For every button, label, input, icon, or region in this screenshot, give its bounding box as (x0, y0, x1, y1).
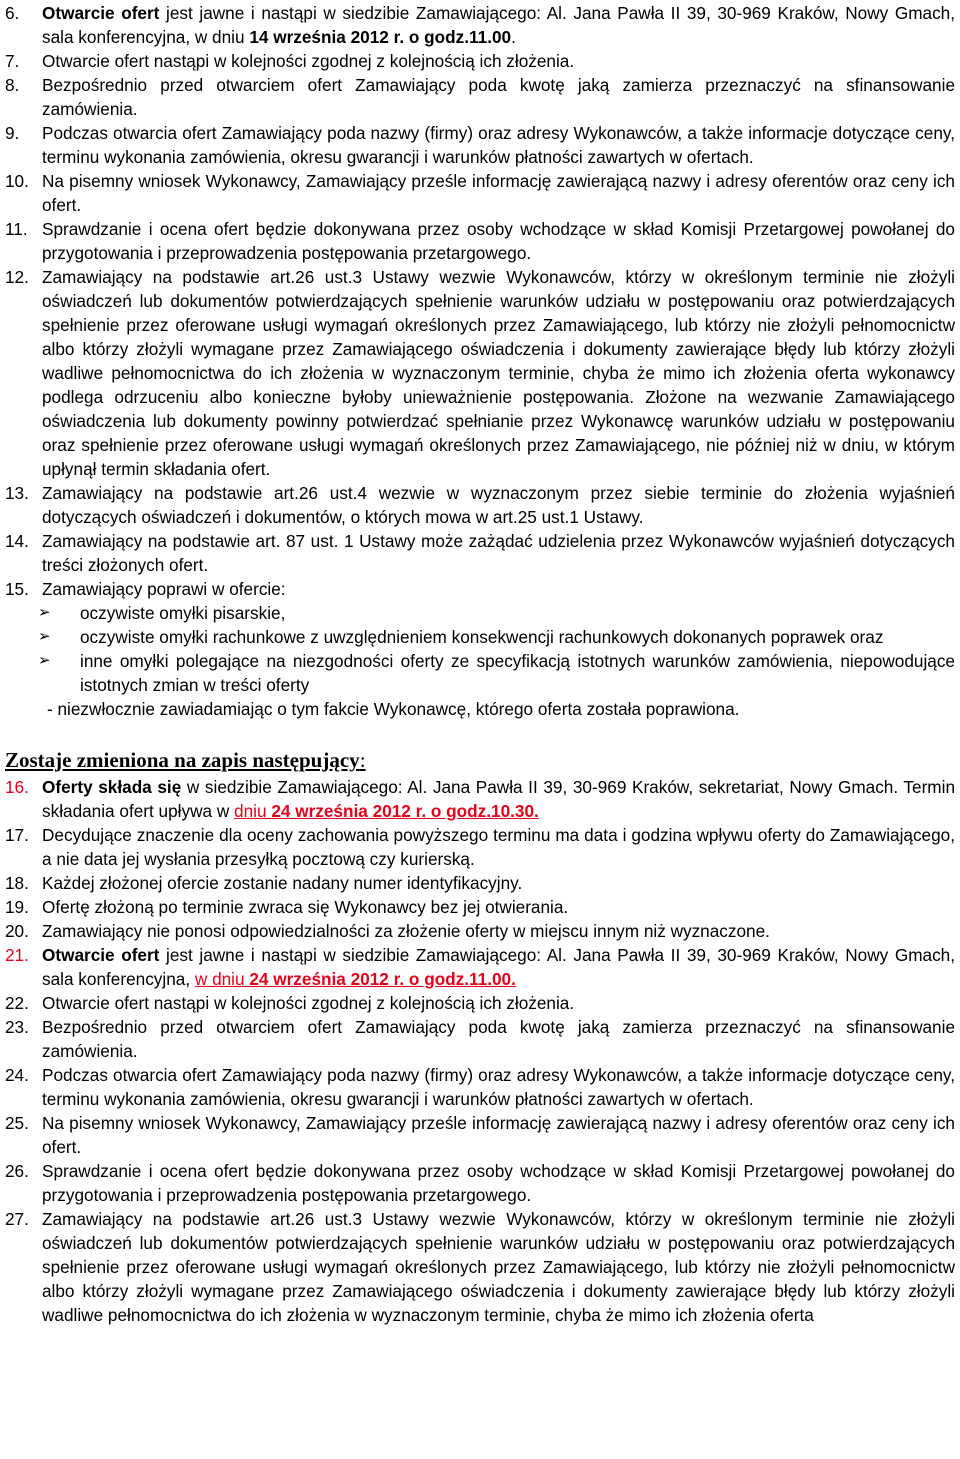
item-text (42, 775, 955, 823)
list-item-13 (0, 481, 960, 529)
arrow-bullet-icon: ➢ (38, 628, 51, 645)
list-item-19 (0, 895, 960, 919)
item-text: Zamawiający poprawi w ofercie: (42, 579, 286, 599)
item-number: 21. (5, 945, 29, 965)
bullet-item (0, 649, 960, 697)
item-number: 19. (5, 897, 29, 917)
list-item-23 (0, 1015, 960, 1063)
bullet-text: oczywiste omyłki pisarskie, (80, 603, 286, 623)
item-number: 26. (5, 1161, 29, 1181)
after-bullets-note: - niezwłocznie zawiadamiając o tym fakcie Wykonawcę, którego oferta została poprawiona. (47, 699, 740, 719)
item-text: Decydujące znaczenie dla oceny zachowania powyższego terminu ma data i godzina wpływu oferty do Zamawiającego, a nie data jej wysłania przesyłką pocztową czy kurierską. (42, 825, 955, 869)
list-item-12 (0, 265, 960, 481)
item-number: 27. (5, 1209, 29, 1229)
item-number: 7. (5, 51, 20, 71)
item-number: 8. (5, 75, 20, 95)
bullet-item (0, 601, 960, 625)
item-number: 25. (5, 1113, 29, 1133)
item-number: 18. (5, 873, 29, 893)
list-item-26 (0, 1159, 960, 1207)
list-item-20 (0, 919, 960, 943)
item-number: 22. (5, 993, 29, 1013)
list-item-24 (0, 1063, 960, 1111)
section-original-terms (0, 0, 960, 721)
heading-text: Zostaje zmieniona na zapis następujący (5, 748, 360, 772)
item-text: Bezpośrednio przed otwarciem ofert Zamawiający poda kwotę jaką zamierza przeznaczyć na sfinansowanie zamówienia. (42, 75, 955, 119)
item-number: 10. (5, 171, 29, 191)
list-item-11 (0, 217, 960, 265)
item-number: 15. (5, 579, 29, 599)
list-item-21 (0, 943, 960, 991)
item-text: Zamawiający na podstawie art.26 ust.4 wezwie w wyznaczonym przez siebie terminie do złożenia wyjaśnień dotyczących oświadczeń i dokumentów, o których mowa w art.25 ust.1 Ustawy. (42, 483, 955, 527)
amended-terms-list (0, 775, 960, 1327)
item-text: Podczas otwarcia ofert Zamawiający poda nazwy (firmy) oraz adresy Wykonawców, a także informacje dotyczące ceny, terminu wykonania zamówienia, okresu gwarancji i warunków płatności zawartych w ofertach. (42, 123, 955, 167)
item-text: Na pisemny wniosek Wykonawcy, Zamawiający prześle informację zawierającą nazwy i adresy oferentów oraz ceny ich ofert. (42, 1113, 955, 1157)
opening-date: 14 września 2012 r. o godz.11.00 (249, 27, 512, 47)
item-text-part: jest jawne i nastąpi w siedzibie Zamawiającego: Al. Jana Pawła II 39, 30-969 Kraków, Nowy Gmach, sala konferencyjna, w dniu (42, 3, 955, 47)
list-item-17 (0, 823, 960, 871)
item-lead-bold: Oferty składa się (42, 777, 182, 797)
item-text: Zamawiający na podstawie art. 87 ust. 1 Ustawy może zażądać udzielenia przez Wykonawców wyjaśnień dotyczących treści złożonych ofert. (42, 531, 955, 575)
arrow-bullet-icon: ➢ (38, 604, 51, 621)
item-text: Zamawiający na podstawie art.26 ust.3 Ustawy wezwie Wykonawców, którzy w określonym terminie nie złożyli oświadczeń lub dokumentów potwierdzających spełnienie warunków udziału w postępowaniu oraz potwierdzających spełnienie przez oferowane usługi wymagań określonych przez Zamawiającego, lub którzy nie złożyli pełnomocnictw albo którzy złożyli wymagane przez Zamawiającego oświadczenia i dokumenty zawierające błędy lub którzy złożyli wadliwe pełnomocnictwa do ich złożenia w wyznaczonym terminie, chyba że mimo ich złożenia oferta (42, 1209, 955, 1325)
item-number: 11. (5, 219, 28, 239)
item-text (42, 1, 955, 49)
list-item-15 (0, 577, 960, 601)
item-text: Zamawiający nie ponosi odpowiedzialności za złożenie oferty w miejscu innym niż wyznaczone. (42, 921, 770, 941)
original-terms-list (0, 1, 960, 601)
submission-deadline: 24 września 2012 r. o godz.10.30. (271, 801, 539, 821)
opening-date: 24 września 2012 r. o godz.11.00. (249, 969, 516, 989)
list-item-10 (0, 169, 960, 217)
corrections-bullet-list (0, 601, 960, 697)
heading-colon: : (359, 748, 366, 772)
item-text: Bezpośrednio przed otwarciem ofert Zamawiający poda kwotę jaką zamierza przeznaczyć na sfinansowanie zamówienia. (42, 1017, 955, 1061)
item-lead-bold: Otwarcie ofert (42, 3, 160, 23)
arrow-bullet-icon: ➢ (38, 652, 51, 669)
bullet-item (0, 625, 960, 649)
item-text-part: w siedzibie Zamawiającego: Al. Jana Pawła II 39, 30-969 Kraków, sekretariat, Nowy Gmach. Termin składania ofert upływa w (42, 777, 956, 821)
list-item-22 (0, 991, 960, 1015)
item-number: 9. (5, 123, 20, 143)
list-item-7 (0, 49, 960, 73)
item-text: Na pisemny wniosek Wykonawcy, Zamawiający prześle informację zawierającą nazwy i adresy oferentów oraz ceny ich ofert. (42, 171, 955, 215)
list-item-8 (0, 73, 960, 121)
item-number: 13. (5, 483, 29, 503)
item-number: 24. (5, 1065, 29, 1085)
item-text (42, 943, 955, 991)
list-item-27 (0, 1207, 960, 1327)
amendment-heading (0, 745, 960, 775)
item-number: 17. (5, 825, 29, 845)
list-item-18 (0, 871, 960, 895)
item-text: Zamawiający na podstawie art.26 ust.3 Ustawy wezwie Wykonawców, którzy w określonym terminie nie złożyli oświadczeń lub dokumentów potwierdzających spełnienie warunków udziału w postępowaniu oraz potwierdzających spełnienie przez oferowane usługi wymagań określonych przez Zamawiającego, lub którzy nie złożyli pełnomocnictw albo którzy złożyli wymagane przez Zamawiającego oświadczenia i dokumenty zawierające błędy lub którzy złożyli wadliwe pełnomocnictwa do ich złożenia w wyznaczonym terminie, chyba że mimo ich złożenia oferta wykonawcy podlega odrzuceniu albo konieczne byłoby unieważnienie postępowania. Złożone na wezwanie Zamawiającego oświadczenia lub dokumenty powinny potwierdzać spełnianie przez Wykonawcę warunków udziału w postępowaniu oraz spełnienie przez oferowane usługi wymagań określonych przez Zamawiającego, nie później niż w dniu, w którym upłynął termin składania ofert. (42, 267, 955, 479)
list-item-16 (0, 775, 960, 823)
item-text: Sprawdzanie i ocena ofert będzie dokonywana przez osoby wchodzące w skład Komisji Przetargowej powołanej do przygotowania i przeprowadzenia postępowania przetargowego. (42, 219, 955, 263)
item-text: Sprawdzanie i ocena ofert będzie dokonywana przez osoby wchodzące w skład Komisji Przetargowej powołanej do przygotowania i przeprowadzenia postępowania przetargowego. (42, 1161, 955, 1205)
list-item-14 (0, 529, 960, 577)
item-text: Otwarcie ofert nastąpi w kolejności zgodnej z kolejnością ich złożenia. (42, 993, 575, 1013)
item-text: Ofertę złożoną po terminie zwraca się Wykonawcy bez jej otwierania. (42, 897, 569, 917)
item-number: 20. (5, 921, 29, 941)
item-text-part: jest jawne i nastąpi w siedzibie Zamawiającego: Al. Jana Pawła II 39, 30-969 Kraków, Nowy Gmach, sala konferencyjna, (42, 945, 955, 989)
item-number: 14. (5, 531, 29, 551)
deadline-prefix: dniu (234, 801, 272, 821)
bullet-text: oczywiste omyłki rachunkowe z uwzględnieniem konsekwencji rachunkowych dokonanych poprawek oraz (80, 627, 884, 647)
opening-prefix: w dniu (194, 969, 250, 989)
item-text: Podczas otwarcia ofert Zamawiający poda nazwy (firmy) oraz adresy Wykonawców, a także informacje dotyczące ceny, terminu wykonania zamówienia, okresu gwarancji i warunków płatności zawartych w ofertach. (42, 1065, 955, 1109)
item-lead-bold: Otwarcie ofert (42, 945, 160, 965)
item-text: Każdej złożonej ofercie zostanie nadany numer identyfikacyjny. (42, 873, 523, 893)
list-item-9 (0, 121, 960, 169)
section-amended-terms (0, 775, 960, 1327)
item-text-end: . (511, 27, 516, 47)
item-number: 16. (5, 777, 29, 797)
bullet-text: inne omyłki polegające na niezgodności oferty ze specyfikacją istotnych warunków zamówienia, niepowodujące istotnych zmian w treści oferty (80, 651, 955, 695)
item-number: 6. (5, 3, 20, 23)
item-number: 23. (5, 1017, 29, 1037)
list-item-25 (0, 1111, 960, 1159)
item-number: 12. (5, 267, 29, 287)
item-text: Otwarcie ofert nastąpi w kolejności zgodnej z kolejnością ich złożenia. (42, 51, 575, 71)
list-item-6 (0, 1, 960, 49)
